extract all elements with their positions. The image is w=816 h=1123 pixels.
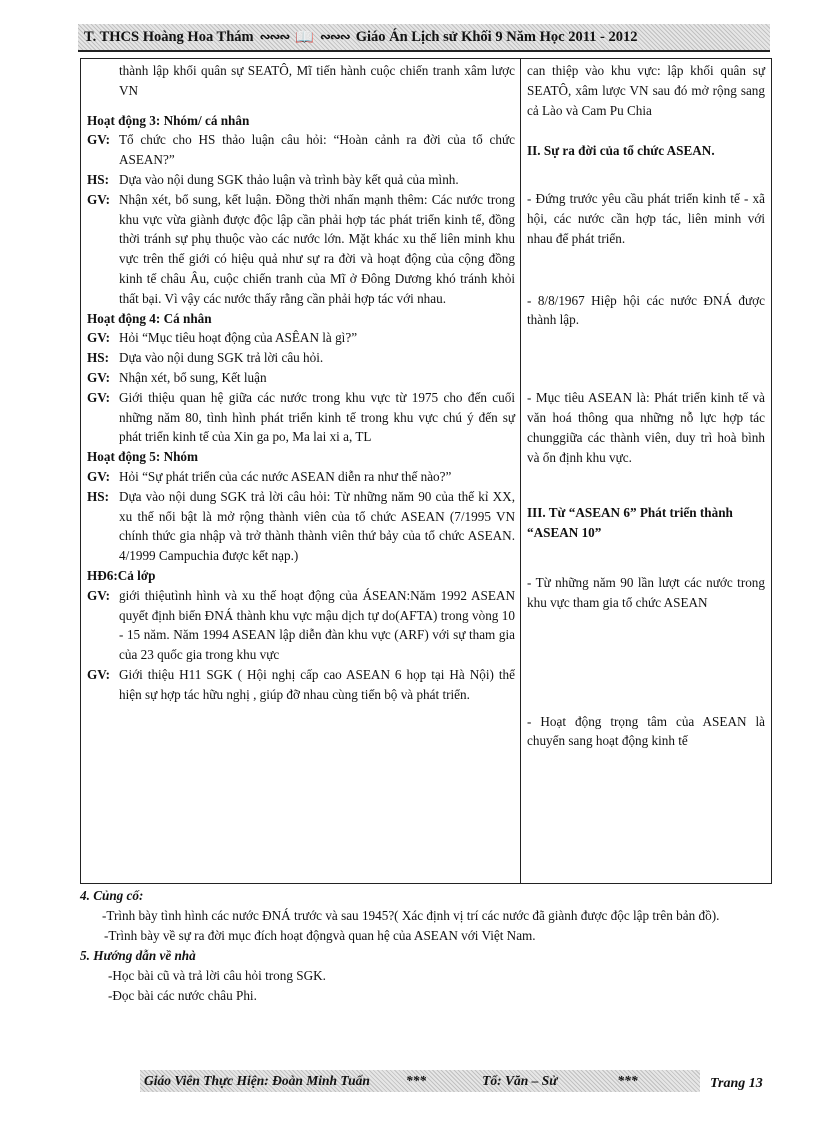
gv-text: Nhận xét, bổ sung, kết luận. Đồng thời nhấn mạnh thêm: Các nước trong khu vực vừa giành được độc lập cần phải hợp tác phát triển kinh tế, đồng thời tránh sự phụ thuộc vào các nước lớn. Mặt khác xu thế liên minh khu vực trên thế giới có hiệu quả như sự ra đời và hoạt động của cộng đồng kinh tế châu Âu, cuộc chiến tranh của Mĩ ở Đông Dương khó tránh khỏi thất bại. Vì vậy các nước thấy rằng cần phải hợp tác với nhau. [119,191,515,306]
hs-paragraph [87,487,515,566]
hs-label: HS: [87,350,109,366]
stars-separator: *** [617,1073,638,1088]
hs-text: Dựa vào nội dung SGK trả lời câu hỏi: Từ những năm 90 của thế kỉ XX, xu thế nổi bật là mở rộng thành viên của tổ chức ASEAN (7/1995 VN chính thức gia nhập và trở thành thành viên thứ bảy của tổ chức ASEAN. 4/1999 Campuchia được kết nạp.) [119,488,515,564]
hs-text: Dựa vào nội dung SGK thảo luận và trình bày kết quả của mình. [119,171,459,187]
gv-label: GV: [87,191,110,207]
teacher-name: Giáo Viên Thực Hiện: Đoàn Minh Tuấn [144,1073,370,1088]
gv-label: GV: [87,132,110,148]
content-note: - Từ những năm 90 lần lượt các nước trong khu vực tham gia tổ chức ASEAN [527,574,765,610]
gv-text: Giới thiệu quan hệ giữa các nước trong khu vực từ 1975 cho đến cuối những năm 80, tình hình phát triển kinh tế trong khu vực chú ý đến sự phát triển kinh tế của Xin ga po, Ma lai xi a, TL [119,389,515,445]
gv-label: GV: [87,330,110,346]
page-header [78,24,770,52]
gv-label: GV: [87,369,110,385]
content-note: - Hoạt động trọng tâm của ASEAN là chuyển sang hoạt động kinh tế [527,713,765,749]
activity-4-heading: Hoạt động 4: Cá nhân [87,310,212,326]
ornament-right-icon: ∾∾∾ [320,29,350,44]
gv-text: Hỏi “Mục tiêu hoạt động của ASÊAN là gì?” [119,330,358,346]
book-icon: 📖 [295,29,314,46]
activity-6-heading: HĐ6:Cả lớp [87,567,156,583]
gv-paragraph [87,665,515,705]
review-section [80,886,772,1006]
gv-text: Giới thiệu H11 SGK ( Hội nghị cấp cao ASEAN 6 họp tại Hà Nội) thể hiện sự hợp tác hữu nghị , giúp đỡ nhau cùng tiến bộ và phát triển. [119,666,515,702]
document-title: Giáo Án Lịch sử Khối 9 Năm Học 2011 - 2012 [355,28,638,45]
gv-text: Hỏi “Sự phát triển của các nước ASEAN diễn ra như thế nào?” [119,468,452,484]
review-item: -Trình bày tình hình các nước ĐNÁ trước và sau 1945?( Xác định vị trí các nước đã giành được độc lập trên bản đồ). [102,908,720,923]
gv-paragraph [87,467,515,487]
school-name: T. THCS Hoàng Hoa Thám [84,28,254,45]
gv-label: GV: [87,389,110,405]
review-item: -Trình bày về sự ra đời mục đích hoạt độngvà quan hệ của ASEAN với Việt Nam. [104,928,536,943]
content-note: can thiệp vào khu vực: lập khối quân sự SEATÔ, xâm lược VN sau đó mở rộng sang cả Lào và Cam Pu Chia [527,63,765,118]
hs-paragraph [87,170,515,190]
section-2-heading: II. Sự ra đời của tổ chức ASEAN. [527,143,715,159]
continued-text: thành lập khối quân sự SEATÔ, Mĩ tiến hành cuộc chiến tranh xâm lược VN [119,63,515,98]
hs-text: Dựa vào nội dung SGK trả lời câu hỏi. [119,350,324,366]
page-number: Trang 13 [710,1076,763,1091]
hs-label: HS: [87,488,109,504]
section-3-heading: III. Từ “ASEAN 6” Phát triển thành “ASEAN 10” [527,505,733,541]
gv-paragraph [87,130,515,170]
activity-5-heading: Hoạt động 5: Nhóm [87,449,199,465]
homework-item: -Học bài cũ và trả lời câu hỏi trong SGK. [108,968,326,983]
gv-text: giới thiệutình hình và xu thế hoạt động của ÁSEAN:Năm 1992 ASEAN quyết định biến ĐNÁ thành khu vực mậu dịch tự do(AFTA) trong vòng 10 - 15 năm. Năm 1994 ASEAN lập diễn đàn khu vực (ARF) với sự tham gia của 23 quốc gia trong khu vực [119,587,515,663]
lesson-table [80,58,772,884]
gv-paragraph [87,328,515,348]
review-heading: 4. Củng cố: [80,888,144,903]
gv-paragraph [87,368,515,388]
hs-label: HS: [87,171,109,187]
teacher-student-activities-column [87,61,515,705]
stars-separator: *** [405,1073,427,1088]
content-note: - Mục tiêu ASEAN là: Phát triển kinh tế và văn hoá thông qua những nỗ lực hợp tác chunggiữa các thành viên, duy trì hoà bình và ổn định khu vực. [527,390,765,465]
homework-item: -Đọc bài các nước châu Phi. [108,988,257,1003]
gv-paragraph [87,388,515,447]
content-notes-column [527,61,765,751]
gv-paragraph [87,586,515,665]
activity-3-heading: Hoạt động 3: Nhóm/ cá nhân [87,112,250,128]
homework-heading: 5. Hướng dẫn về nhà [80,948,196,963]
gv-text: Nhận xét, bổ sung, Kết luận [119,369,267,385]
column-divider [520,59,521,883]
hs-paragraph [87,348,515,368]
gv-label: GV: [87,468,110,484]
page-footer [140,1070,700,1092]
content-note: - 8/8/1967 Hiệp hội các nước ĐNÁ được thành lập. [527,292,765,328]
gv-label: GV: [87,587,110,603]
group-name: Tổ: Văn – Sử [482,1073,558,1088]
gv-text: Tổ chức cho HS thảo luận câu hỏi: “Hoàn cảnh ra đời của tổ chức ASEAN?” [119,132,515,168]
gv-label: GV: [87,666,110,682]
gv-paragraph [87,190,515,309]
content-note: - Đứng trước yêu cầu phát triển kinh tế - xã hội, các nước cần hợp tác, liên minh với nhau để phát triển. [527,191,765,246]
ornament-left-icon: ∾∾∾ [259,29,290,44]
